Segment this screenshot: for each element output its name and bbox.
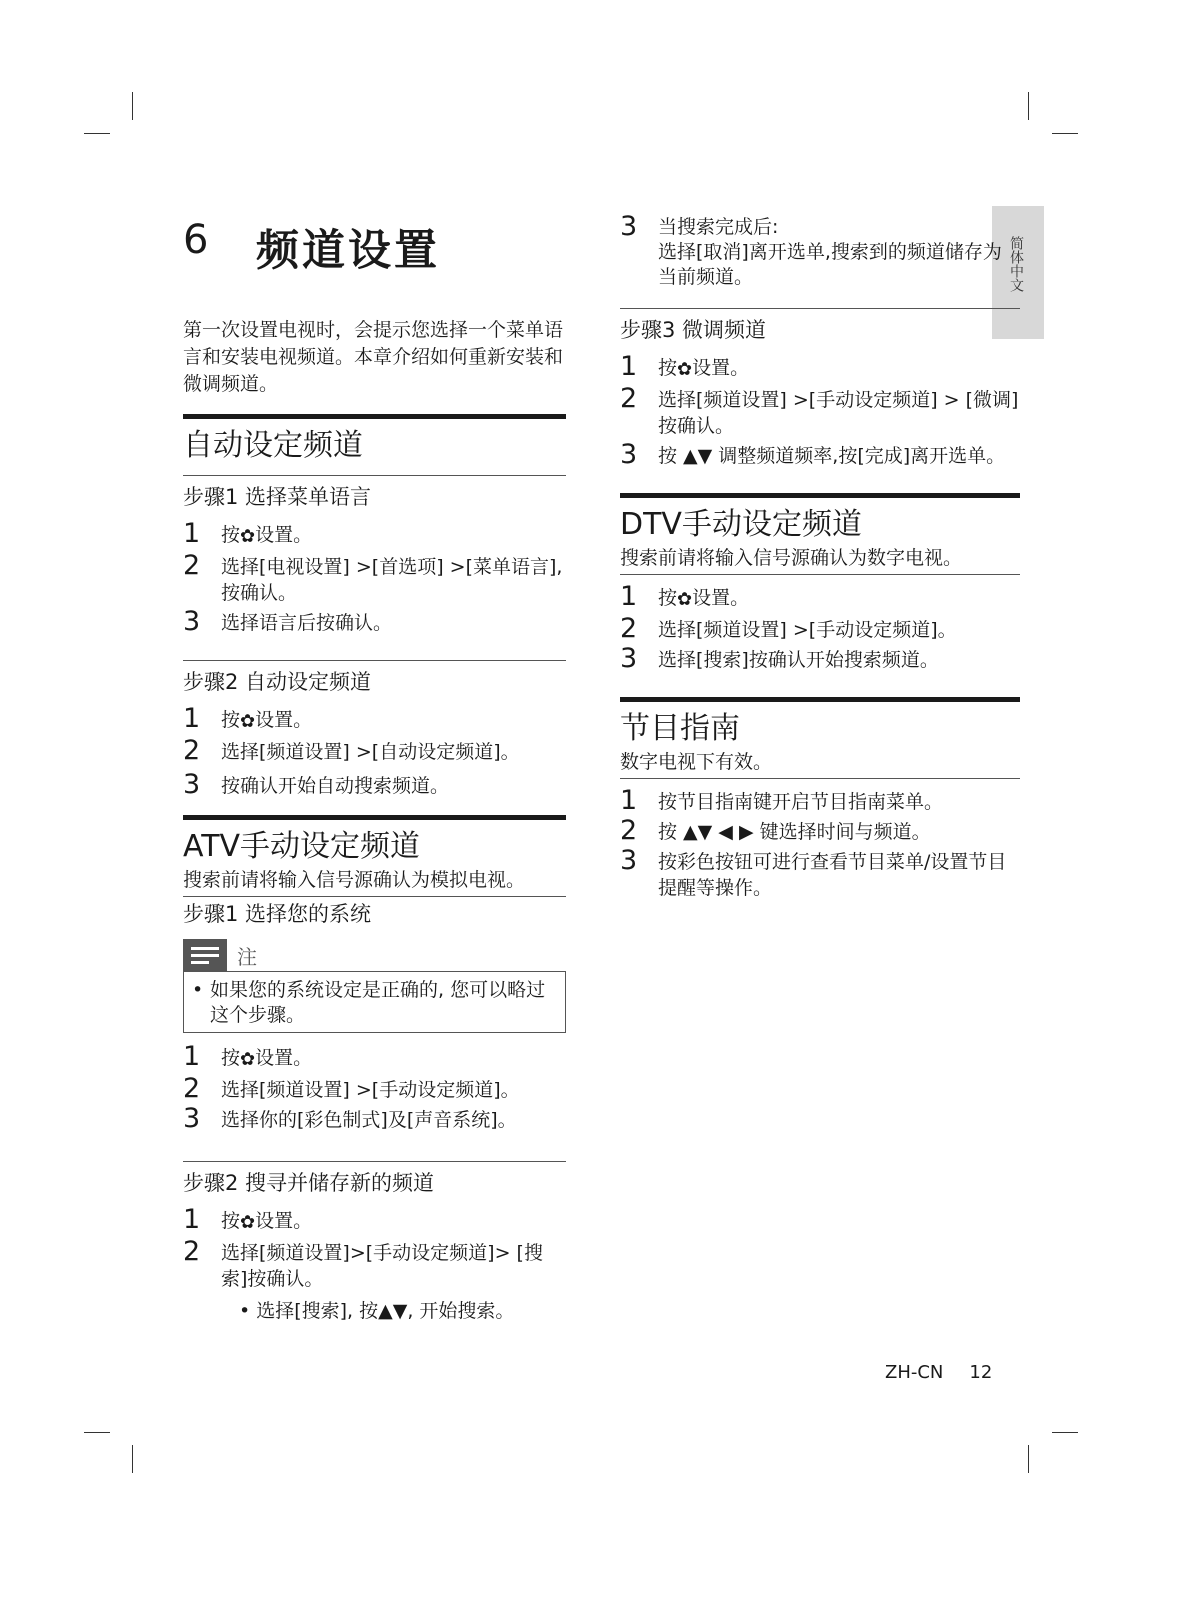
side-tab-label: 简体中文 xyxy=(1008,236,1024,292)
chapter-number: 6 xyxy=(183,217,209,263)
list-item: 2 选择[电视设置] >[首选项] >[菜单语言], 按确认。 xyxy=(183,550,563,604)
list-item: 2 选择[频道设置] >[手动设定频道]。 xyxy=(620,613,957,644)
list-item: 1 按✿设置。 xyxy=(183,1204,313,1235)
chapter-title: 频道设置 xyxy=(256,226,440,276)
step-list xyxy=(183,1041,566,1134)
crop-mark xyxy=(1052,133,1078,134)
gear-icon: ✿ xyxy=(240,711,256,732)
gear-icon: ✿ xyxy=(240,1212,256,1233)
section-title-dtv: DTV手动设定频道 xyxy=(620,493,1020,546)
crop-mark xyxy=(84,1432,110,1433)
step-list xyxy=(620,211,1020,290)
list-item: 2 选择[频道设置] >[手动设定频道]。 xyxy=(183,1073,520,1104)
right-column xyxy=(620,211,1020,905)
chapter-heading xyxy=(183,205,566,276)
section-subtitle: 搜索前请将输入信号源确认为数字电视。 xyxy=(620,546,1020,575)
list-item: 1 按✿设置。 xyxy=(183,1041,313,1072)
crop-mark xyxy=(132,1445,133,1473)
list-item: 3 按 ▲▼ 调整频道频率,按[完成]离开选单。 xyxy=(620,439,1006,470)
list-item: 2 选择[频道设置] >[自动设定频道]。 xyxy=(183,735,520,766)
section-title-auto: 自动设定频道 xyxy=(183,414,566,467)
section-subtitle: 搜索前请将输入信号源确认为模拟电视。 xyxy=(183,868,566,897)
crop-mark xyxy=(1052,1432,1078,1433)
section-title-epg: 节目指南 xyxy=(620,697,1020,750)
step-list xyxy=(620,351,1020,470)
section-title-atv: ATV手动设定频道 xyxy=(183,815,566,868)
note-box xyxy=(183,939,566,1033)
gear-icon: ✿ xyxy=(240,1049,256,1070)
list-item: 3 选择语言后按确认。 xyxy=(183,606,393,637)
note-text: • 如果您的系统设定是正确的, 您可以略过这个步骤。 xyxy=(192,978,557,1028)
note-label: 注 xyxy=(237,944,257,969)
list-item: 3 按确认开始自动搜索频道。 xyxy=(183,769,450,800)
intro-text: 第一次设置电视时，会提示您选择一个菜单语言和安装电视频道。本章介绍如何重新安装和微调频道。 xyxy=(183,319,564,395)
step-list xyxy=(183,703,566,800)
step-heading: 步骤2 搜寻并储存新的频道 xyxy=(183,1161,566,1198)
step-list xyxy=(620,785,1020,901)
list-item: 3 选择你的[彩色制式]及[声音系统]。 xyxy=(183,1103,517,1134)
list-item: 2 选择[频道设置] >[手动设定频道] > [微调]按确认。 xyxy=(620,383,1019,437)
bullet-item: • 选择[搜索], 按▲▼, 开始搜索。 xyxy=(221,1298,566,1324)
crop-mark xyxy=(1028,1445,1029,1473)
list-item: 3 按彩色按钮可进行查看节目菜单/设置节目提醒等操作。 xyxy=(620,845,1007,899)
list-item: 1 按节目指南键开启节目指南菜单。 xyxy=(620,785,944,816)
page-footer xyxy=(885,1362,992,1383)
list-item: 2 按 ▲▼ ◀ ▶ 键选择时间与频道。 xyxy=(620,815,931,846)
footer-lang: ZH-CN xyxy=(885,1362,944,1383)
list-item: 1 按✿设置。 xyxy=(620,351,750,382)
step-list xyxy=(183,518,566,637)
step-heading: 步骤2 自动设定频道 xyxy=(183,660,566,697)
step-heading: 步骤1 选择您的系统 xyxy=(183,902,372,926)
list-item: 3 选择[搜索]按确认开始搜索频道。 xyxy=(620,643,939,674)
list-item: 1 按✿设置。 xyxy=(183,518,313,549)
list-item: 3 当搜索完成后: 选择[取消]离开选单,搜索到的频道储存为当前频道。 xyxy=(620,211,1002,288)
left-column xyxy=(183,205,566,1328)
step-heading: 步骤3 微调频道 xyxy=(620,308,1020,345)
crop-mark xyxy=(132,92,133,120)
step-list xyxy=(620,581,1020,674)
crop-mark xyxy=(1028,92,1029,120)
gear-icon: ✿ xyxy=(677,359,693,380)
list-item: 1 按✿设置。 xyxy=(183,703,313,734)
page-number: 12 xyxy=(969,1362,993,1383)
crop-mark xyxy=(84,133,110,134)
list-item: 1 按✿设置。 xyxy=(620,581,750,612)
note-icon xyxy=(183,939,227,971)
gear-icon: ✿ xyxy=(677,589,693,610)
gear-icon: ✿ xyxy=(240,526,256,547)
step-heading: 步骤1 选择菜单语言 xyxy=(183,475,566,512)
list-item: 2 选择[频道设置]>[手动设定频道]> [搜索]按确认。 • 选择[搜索], 按▲▼, 开始搜索。 xyxy=(183,1240,566,1324)
section-subtitle: 数字电视下有效。 xyxy=(620,750,1020,779)
step-list xyxy=(183,1204,566,1324)
